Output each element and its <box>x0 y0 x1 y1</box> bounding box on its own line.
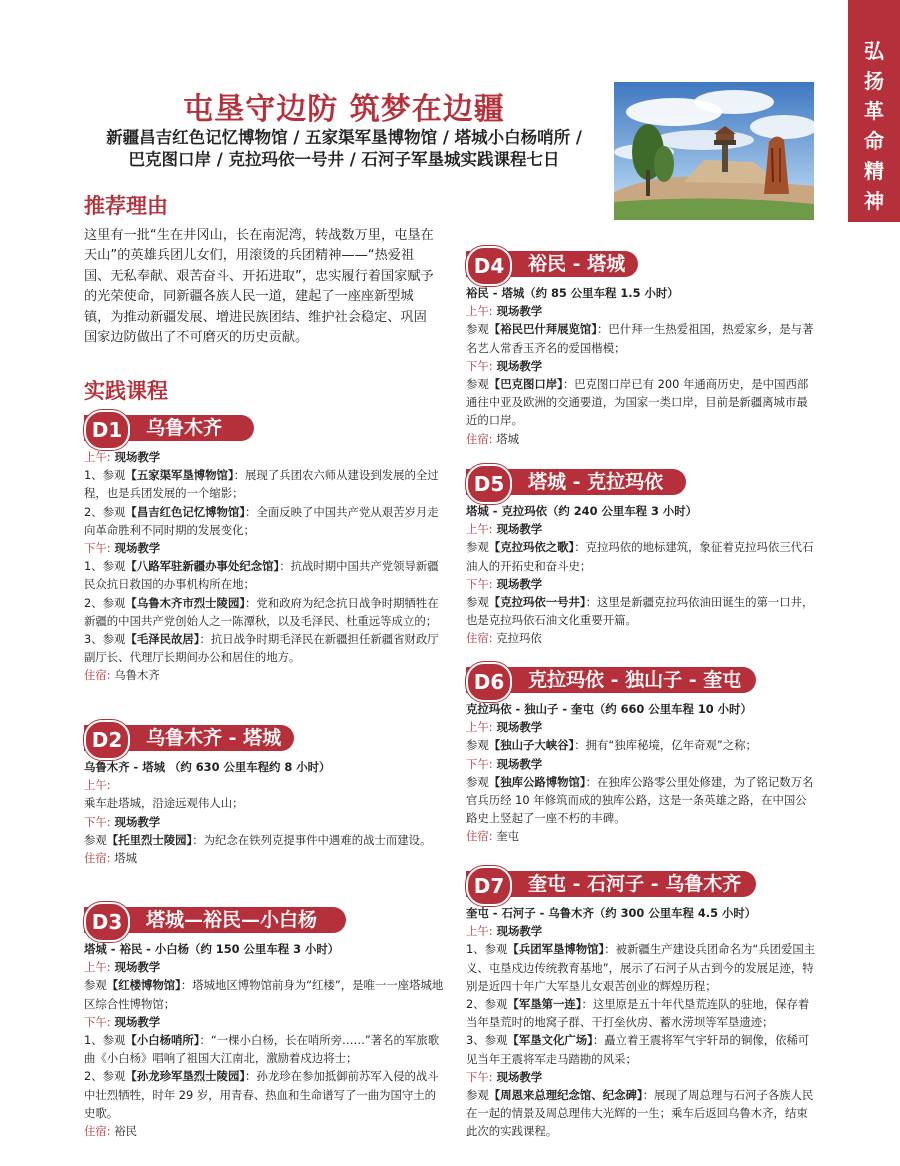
time-label: 下午: <box>466 358 493 373</box>
visit-description: ：在独库公路零公里处修建，为了铭记数万名官兵历经 10 年修筑而成的独库公路，这是一条英雄之路，在中国公路史上竖起了一座不朽的丰碑。 <box>466 774 814 826</box>
visit-prefix: 参观 <box>466 774 489 789</box>
itinerary-text: 乘车赴塔城，沿途远观伟人山； <box>84 796 244 811</box>
day-number-badge: D2 <box>84 720 130 760</box>
visit-site-name: 【红楼博物馆】 <box>106 978 181 993</box>
time-label: 上午: <box>466 924 493 939</box>
stay-city: 乌鲁木齐 <box>110 668 160 683</box>
page-title: 屯垦守边防 筑梦在边疆 <box>183 92 505 127</box>
stay-city: 奎屯 <box>492 829 520 844</box>
day-route: 奎屯 - 石河子 - 乌鲁木齐（约 300 公里车程 4.5 小时） <box>466 906 757 920</box>
visit-item <box>466 593 818 629</box>
accommodation <box>84 849 444 867</box>
day-number-badge: D6 <box>466 662 512 702</box>
visit-description: ：抗战时期中国共产党领导新疆民众抗日救国的办事机构所在地； <box>84 559 439 592</box>
reason-heading: 推荐理由 <box>84 193 168 218</box>
visit-site-name: 【孙龙珍军垦烈士陵园】 <box>125 1069 246 1084</box>
time-activity: 现场教学 <box>492 720 543 735</box>
day-header-d7 <box>466 866 816 900</box>
day-title: 裕民 - 塔城 <box>528 253 626 275</box>
visit-prefix: 参观 <box>466 738 489 753</box>
visit-site-name: 【克拉玛依之歌】 <box>488 540 575 555</box>
day-title: 克拉玛依 - 独山子 - 奎屯 <box>528 669 742 691</box>
day-number-badge: D3 <box>84 902 130 942</box>
visit-item <box>84 466 444 502</box>
time-label: 上午: <box>466 304 493 319</box>
visit-prefix: 3、参观 <box>84 632 126 647</box>
time-label: 上午: <box>84 960 111 975</box>
accommodation <box>84 666 444 684</box>
visit-site-name: 【兵团军垦博物馆】 <box>507 942 605 957</box>
visit-prefix: 1、参观 <box>84 1033 126 1048</box>
visit-description: ：展现了兵团农六师从建设到发展的全过程，也是兵团发展的一个缩影； <box>84 468 439 501</box>
visit-site-name: 【小白杨哨所】 <box>125 1033 200 1048</box>
time-label: 下午: <box>84 541 111 556</box>
stay-label: 住宿: <box>84 851 111 866</box>
day-title: 塔城 - 克拉玛依 <box>528 471 664 493</box>
day-header-d3 <box>84 902 434 936</box>
time-label: 下午: <box>466 756 493 771</box>
reason-text: 这里有一批“生在井冈山，长在南泥湾，转战数万里，屯垦在天山”的英雄兵团儿女们，用滚烫的兵团精神——“热爱祖国、无私奉献、艰苦奋斗、开拓进取”，忠实履行着国家赋予的光荣使命，同新疆各族人民一道，建起了一座座新型城镇，为推动新疆发展、增进民族团结、维护社会稳定、巩固国家边防做出了不可磨灭的历史贡献。 <box>84 228 434 346</box>
day-title: 乌鲁木齐 - 塔城 <box>146 727 282 749</box>
time-label: 上午: <box>84 450 111 464</box>
time-label: 下午: <box>84 1014 111 1029</box>
time-slot <box>84 1013 444 1031</box>
visit-prefix: 参观 <box>466 322 489 337</box>
visit-item <box>466 375 818 430</box>
time-activity: 现场教学 <box>110 1014 161 1029</box>
visit-description: ：全面反映了中国共产党从艰苦岁月走向革命胜利不同时期的发展变化； <box>84 504 439 537</box>
day-itinerary-d3 <box>84 940 444 1140</box>
visit-description: ：克拉玛依的地标建筑，象征着克拉玛依三代石油人的开拓史和奋斗史； <box>466 540 814 573</box>
header-photo <box>614 82 814 220</box>
time-slot <box>84 539 444 557</box>
time-label: 上午: <box>84 778 111 793</box>
visit-site-name: 【托里烈士陵园】 <box>106 832 193 847</box>
visit-prefix: 2、参观 <box>466 997 508 1012</box>
visit-site-name: 【巴克图口岸】 <box>488 377 563 392</box>
visit-prefix: 1、参观 <box>84 559 126 574</box>
visit-description: ：抗日战争时期毛泽民在新疆担任新疆省财政厅副厅长、代理厅长期间办公和居住的地方。 <box>84 632 439 665</box>
day-header-d4 <box>466 246 816 280</box>
visit-item <box>84 630 444 666</box>
side-tab-char: 扬 <box>864 69 884 93</box>
time-slot <box>466 1068 818 1086</box>
stay-label: 住宿: <box>84 668 111 683</box>
visit-description: ：孙龙珍在参加抵御前苏军入侵的战斗中壮烈牺牲，时年 29 岁，用青春、热血和生命谱写了一曲为国守土的史歌。 <box>84 1069 439 1120</box>
accommodation <box>84 1122 444 1140</box>
day-route: 塔城 - 裕民 - 小白杨（约 150 公里车程 3 小时） <box>84 942 340 956</box>
visit-item <box>466 1086 818 1141</box>
time-activity: 现场教学 <box>492 576 543 591</box>
time-slot <box>84 958 444 976</box>
visit-site-name: 【昌吉红色记忆博物馆】 <box>125 504 246 519</box>
stay-label: 住宿: <box>466 631 493 646</box>
accommodation <box>466 629 818 647</box>
time-activity: 现场教学 <box>492 358 543 373</box>
time-activity: 现场教学 <box>492 304 543 319</box>
subtitle-line-2: 巴克图口岸 / 克拉玛依一号井 / 石河子军垦城实践课程七日 <box>128 150 560 169</box>
day-itinerary-d7 <box>466 904 818 1141</box>
visit-description: ：“一棵小白杨，长在哨所旁……”著名的军旅歌曲《小白杨》唱响了祖国大江南北，激励着戍边将士； <box>84 1033 440 1066</box>
day-route: 裕民 - 塔城（约 85 公里车程 1.5 小时） <box>466 286 679 300</box>
visit-description: ：巴克图口岸已有 200 年通商历史，是中国西部通往中亚及欧洲的交通要道，为国家一类口岸，目前是新疆离城市最近的口岸。 <box>466 377 809 428</box>
time-label: 上午: <box>466 720 493 735</box>
day-number-badge: D4 <box>466 246 512 286</box>
visit-item <box>84 1031 444 1067</box>
visit-item <box>84 831 444 849</box>
side-tab-char: 神 <box>864 189 884 213</box>
visit-description: ：被新疆生产建设兵团命名为“兵团爱国主义、屯垦戍边传统教育基地”，展示了石河子从古到今的发展足迹，特别是近四十年广大军垦儿女艰苦创业的辉煌历程； <box>466 942 816 993</box>
stay-label: 住宿: <box>466 829 493 844</box>
subtitle-line-1: 新疆昌吉红色记忆博物馆 / 五家渠军垦博物馆 / 塔城小白杨哨所 / <box>106 128 582 147</box>
day-header-d2 <box>84 720 434 754</box>
stay-city: 塔城 <box>492 431 520 446</box>
day-itinerary-d5 <box>466 502 818 648</box>
day-header-d5 <box>466 464 816 498</box>
time-slot <box>84 448 444 466</box>
course-heading: 实践课程 <box>84 378 168 403</box>
visit-description: ：这里是新疆克拉玛依油田诞生的第一口井，也是克拉玛依石油文化重要开篇。 <box>466 595 814 628</box>
visit-item <box>466 995 818 1031</box>
stay-label: 住宿: <box>84 1124 111 1139</box>
day-route: 克拉玛依 - 独山子 - 奎屯（约 660 公里车程 10 小时） <box>466 702 752 716</box>
time-label: 下午: <box>466 1069 493 1084</box>
visit-site-name: 【军垦文化广场】 <box>507 1033 593 1048</box>
side-tab-char: 命 <box>864 129 884 153</box>
visit-prefix: 参观 <box>466 377 489 392</box>
visit-description: ：为纪念在铁列克提事件中遇难的战士而建设。 <box>192 832 432 847</box>
time-activity: 现场教学 <box>492 1069 543 1084</box>
time-slot <box>466 922 818 940</box>
visit-item <box>466 940 818 995</box>
visit-item <box>466 320 818 356</box>
visit-description: ：塔城地区博物馆前身为“红楼”，是唯一一座塔城地区综合性博物馆； <box>84 978 444 1011</box>
visit-site-name: 【乌鲁木齐市烈士陵园】 <box>125 595 246 610</box>
visit-prefix: 1、参观 <box>84 468 126 483</box>
visit-description: ：巴什拜一生热爱祖国，热爱家乡，是与著名艺人常香玉齐名的爱国楷模； <box>466 322 814 355</box>
stay-city: 裕民 <box>110 1124 138 1139</box>
day-itinerary-d1 <box>84 448 444 685</box>
day-itinerary-d6 <box>466 700 818 846</box>
time-activity: 现场教学 <box>110 450 161 464</box>
stay-city: 塔城 <box>110 851 138 866</box>
stay-label: 住宿: <box>466 431 493 446</box>
visit-item <box>84 557 444 593</box>
day-header-d1 <box>84 410 434 444</box>
visit-item <box>466 538 818 574</box>
visit-item <box>84 594 444 630</box>
side-tab-char: 弘 <box>864 39 884 63</box>
time-activity: 现场教学 <box>110 541 161 556</box>
day-number-badge: D1 <box>84 410 130 450</box>
visit-item <box>84 1067 444 1122</box>
visit-site-name: 【毛泽民故居】 <box>125 632 200 647</box>
side-tab-char: 革 <box>864 99 884 123</box>
visit-prefix: 2、参观 <box>84 504 126 519</box>
visit-prefix: 参观 <box>466 540 489 555</box>
accommodation <box>466 827 818 845</box>
visit-site-name: 【独库公路博物馆】 <box>488 774 586 789</box>
day-title: 乌鲁木齐 <box>146 417 223 439</box>
day-title: 塔城—裕民—小白杨 <box>146 909 318 931</box>
visit-item <box>466 736 818 754</box>
time-label: 下午: <box>466 576 493 591</box>
visit-prefix: 参观 <box>84 978 107 993</box>
time-activity: 现场教学 <box>492 522 543 537</box>
time-activity: 现场教学 <box>110 814 161 829</box>
visit-site-name: 【独山子大峡谷】 <box>488 738 575 753</box>
visit-prefix: 3、参观 <box>466 1033 508 1048</box>
day-header-d6 <box>466 662 816 696</box>
visit-description: ：矗立着王震将军气宇轩昂的铜像，依稀可见当年王震将军走马踏勘的风采； <box>466 1033 810 1066</box>
visit-description: ：党和政府为纪念抗日战争时期牺牲在新疆的中国共产党创始人之一陈潭秋，以及毛泽民、杜重远等成立的； <box>84 595 439 628</box>
day-route: 乌鲁木齐 - 塔城 （约 630 公里车程约 8 小时） <box>84 760 331 774</box>
time-slot <box>84 813 444 831</box>
day-itinerary-d2 <box>84 758 444 867</box>
visit-item <box>84 503 444 539</box>
visit-prefix: 参观 <box>466 595 489 610</box>
visit-prefix: 2、参观 <box>84 595 126 610</box>
visit-item <box>84 976 444 1012</box>
time-activity: 现场教学 <box>492 756 543 771</box>
visit-site-name: 【裕民巴什拜展览馆】 <box>488 322 598 337</box>
visit-description: ：这里原是五十年代垦荒连队的驻地，保存着当年垦荒时的地窝子群、干打垒伙房、蓄水涝坝等军垦遗迹； <box>466 997 810 1030</box>
time-activity: 现场教学 <box>492 924 543 939</box>
accommodation <box>466 430 818 448</box>
time-label: 下午: <box>84 814 111 829</box>
visit-site-name: 【克拉玛依一号井】 <box>488 595 586 610</box>
day-title: 奎屯 - 石河子 - 乌鲁木齐 <box>528 873 742 895</box>
visit-prefix: 参观 <box>466 1088 489 1103</box>
visit-site-name: 【军垦第一连】 <box>507 997 582 1012</box>
visit-site-name: 【周恩来总理纪念馆、纪念碑】 <box>488 1088 643 1103</box>
day-route: 塔城 - 克拉玛依（约 240 公里车程 3 小时） <box>466 504 698 518</box>
day-itinerary-d4 <box>466 284 818 448</box>
side-vertical-tab <box>848 0 900 222</box>
visit-prefix: 1、参观 <box>466 942 508 957</box>
visit-prefix: 2、参观 <box>84 1069 126 1084</box>
visit-prefix: 参观 <box>84 832 107 847</box>
time-slot <box>466 302 818 320</box>
time-slot <box>466 718 818 736</box>
visit-site-name: 【八路军驻新疆办事处纪念馆】 <box>125 559 280 574</box>
stay-city: 克拉玛依 <box>492 631 542 646</box>
day-number-badge: D7 <box>466 866 512 906</box>
time-slot <box>466 755 818 773</box>
time-slot <box>466 575 818 593</box>
visit-item <box>466 1031 818 1067</box>
visit-description: ：拥有“独库秘境，亿年奇观”之称； <box>574 738 757 753</box>
visit-description: ：展现了周总理与石河子各族人民在一起的情景及周总理伟大光辉的一生；乘车后返回乌鲁木齐，结束此次的实践课程。 <box>466 1088 814 1139</box>
visit-site-name: 【五家渠军垦博物馆】 <box>125 468 234 483</box>
side-tab-text <box>848 36 900 216</box>
day-number-badge: D5 <box>466 464 512 504</box>
time-activity: 现场教学 <box>110 960 161 975</box>
time-slot <box>466 520 818 538</box>
visit-item <box>466 773 818 828</box>
time-slot <box>84 776 444 794</box>
time-slot <box>466 357 818 375</box>
side-tab-char: 精 <box>864 159 884 183</box>
time-label: 上午: <box>466 522 493 537</box>
